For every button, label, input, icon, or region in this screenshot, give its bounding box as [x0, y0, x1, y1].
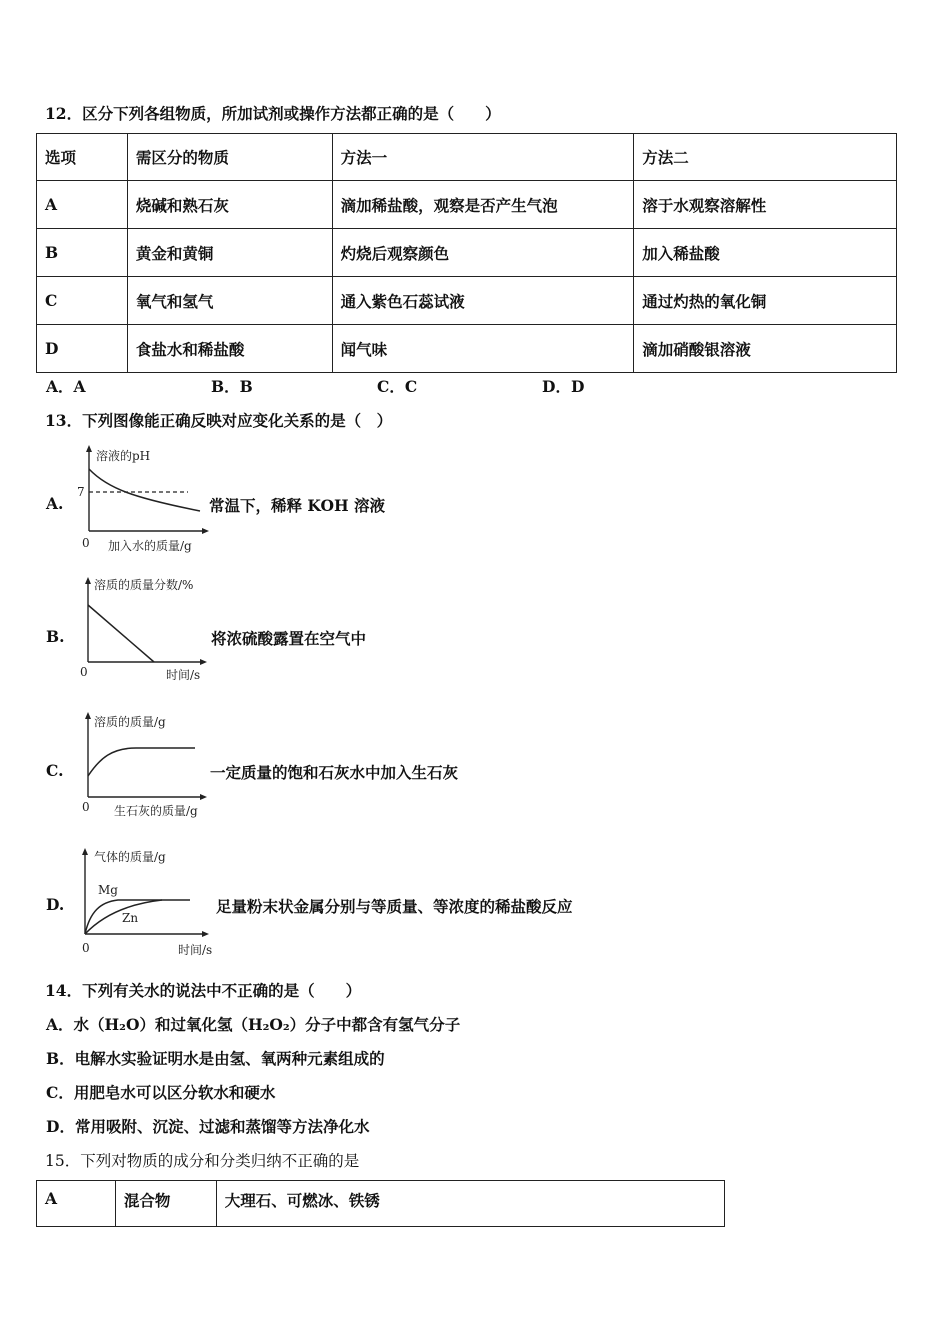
table-row — [37, 181, 897, 229]
graph-d — [70, 846, 220, 958]
q15-table — [36, 1180, 725, 1227]
x-axis-arrow-icon — [202, 528, 209, 534]
graph-c — [70, 710, 215, 822]
graph-a — [70, 443, 210, 558]
q14-option-c[interactable]: C．用肥皂水可以区分软水和硬水 — [46, 1083, 276, 1102]
table-cell: 加入稀盐酸 — [634, 229, 897, 277]
choice-d[interactable]: D．D — [542, 377, 585, 396]
q12-table — [36, 133, 897, 373]
table-header-cell: 需区分的物质 — [127, 134, 332, 181]
q15-stem: 15．下列对物质的成分和分类归纳不正确的是 — [45, 1152, 360, 1170]
table-cell: 通入紫色石蕊试液 — [332, 277, 634, 325]
table-cell: 食盐水和稀盐酸 — [127, 325, 332, 373]
y-axis-label: 溶质的质量分数/% — [94, 578, 194, 592]
q14-option-b[interactable]: B．电解水实验证明水是由氢、氧两种元素组成的 — [46, 1049, 385, 1068]
origin-label: 0 — [80, 665, 88, 679]
q14-option-d[interactable]: D．常用吸附、沉淀、过滤和蒸馏等方法净化水 — [46, 1117, 370, 1136]
origin-label: 0 — [82, 941, 90, 955]
table-cell: 溶于水观察溶解性 — [634, 181, 897, 229]
table-cell: 闻气味 — [332, 325, 634, 373]
zn-label: Zn — [122, 911, 139, 925]
table-cell: 通过灼热的氧化铜 — [634, 277, 897, 325]
table-cell: 氧气和氢气 — [127, 277, 332, 325]
x-axis-label: 加入水的质量/g — [108, 539, 192, 553]
option-b-letter[interactable]: B. — [46, 627, 65, 646]
q14-stem: 14．下列有关水的说法中不正确的是（ ） — [45, 981, 362, 1000]
y-axis-arrow-icon — [86, 445, 92, 452]
table-row — [37, 325, 897, 373]
y-axis-arrow-icon — [85, 712, 91, 719]
origin-label: 0 — [82, 536, 90, 550]
option-a-text: 常温下，稀释 KOH 溶液 — [209, 496, 385, 515]
x-axis-arrow-icon — [200, 659, 207, 665]
origin-label: 0 — [82, 800, 90, 814]
q14-option-a[interactable]: A．水（H₂O）和过氧化氢（H₂O₂）分子中都含有氢气分子 — [46, 1015, 461, 1034]
table-row — [37, 277, 897, 325]
x-axis-label: 时间/s — [178, 943, 213, 957]
y-axis-label: 溶质的质量/g — [94, 715, 166, 729]
table-cell: B — [37, 229, 128, 277]
mg-label: Mg — [98, 883, 118, 897]
x-axis-arrow-icon — [200, 794, 207, 800]
option-d-letter[interactable]: D. — [46, 895, 65, 914]
graph-b — [70, 575, 210, 687]
option-b-text: 将浓硫酸露置在空气中 — [211, 629, 367, 648]
y-axis-label: 气体的质量/g — [94, 850, 166, 864]
table-cell: 烧碱和熟石灰 — [127, 181, 332, 229]
table-cell: 滴加硝酸银溶液 — [634, 325, 897, 373]
table-cell: D — [37, 325, 128, 373]
table-header-cell: 方法一 — [332, 134, 634, 181]
option-c-letter[interactable]: C. — [46, 761, 64, 780]
option-c-text: 一定质量的饱和石灰水中加入生石灰 — [210, 763, 459, 782]
q13-stem: 13．下列图像能正确反映对应变化关系的是（ ） — [45, 411, 393, 430]
table-cell: C — [37, 277, 128, 325]
choice-a[interactable]: A．A — [46, 377, 86, 396]
table-cell: A — [37, 1181, 116, 1227]
table-cell: 大理石、可燃冰、铁锈 — [216, 1181, 724, 1227]
table-row — [37, 229, 897, 277]
x-axis-label: 时间/s — [166, 668, 201, 682]
concentration-line — [88, 605, 154, 662]
x-axis-arrow-icon — [202, 931, 209, 937]
table-header-cell: 选项 — [37, 134, 128, 181]
table-row — [37, 1181, 725, 1227]
table-cell: 滴加稀盐酸，观察是否产生气泡 — [332, 181, 634, 229]
solute-curve — [88, 748, 195, 776]
q12-stem: 12．区分下列各组物质，所加试剂或操作方法都正确的是（ ） — [45, 104, 501, 123]
table-header-cell: 方法二 — [634, 134, 897, 181]
y-axis-label: 溶液的pH — [96, 449, 151, 463]
option-a-letter[interactable]: A. — [46, 494, 64, 513]
table-cell: 灼烧后观察颜色 — [332, 229, 634, 277]
table-header-row — [37, 134, 897, 181]
table-cell: A — [37, 181, 128, 229]
choice-b[interactable]: B．B — [211, 377, 253, 396]
y-axis-arrow-icon — [82, 848, 88, 855]
x-axis-label: 生石灰的质量/g — [114, 804, 198, 818]
ph-curve — [89, 469, 200, 511]
option-d-text: 足量粉末状金属分别与等质量、等浓度的稀盐酸反应 — [216, 897, 573, 916]
ph7-mark: 7 — [77, 485, 85, 499]
choice-c[interactable]: C．C — [377, 377, 418, 396]
table-cell: 黄金和黄铜 — [127, 229, 332, 277]
table-cell: 混合物 — [115, 1181, 216, 1227]
y-axis-arrow-icon — [85, 577, 91, 584]
